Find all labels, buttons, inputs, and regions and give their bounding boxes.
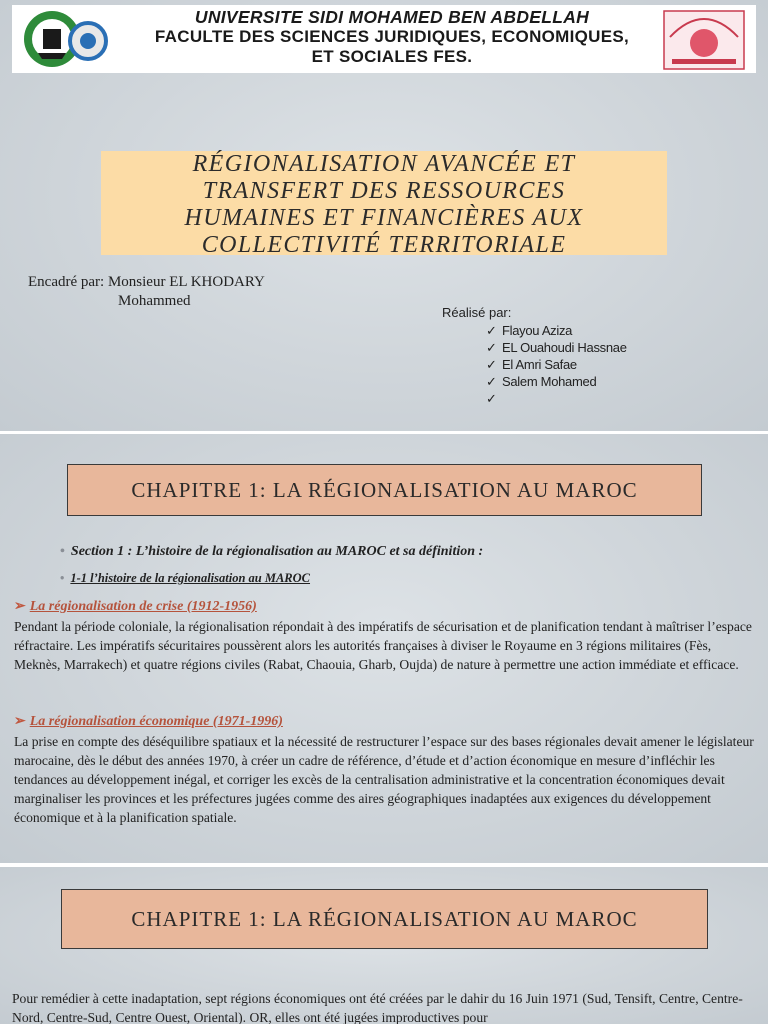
faculty-logo <box>18 7 118 71</box>
header-line-2: FACULTE DES SCIENCES JURIDIQUES, ECONOMIQUES, <box>154 27 630 46</box>
checkmark-icon: ✓ <box>486 357 497 372</box>
heading-economic <box>14 713 283 730</box>
supervisor-block <box>28 273 265 311</box>
title-line-3: HUMAINES ET FINANCIÈRES AUX <box>184 205 584 231</box>
authors-list <box>486 322 627 407</box>
paragraph-economic: La prise en compte des déséquilibre spatiaux et la nécessité de restructurer l’espace sur des bases régionales devait amener le législateur marocaine, dès le début des années 1970, à créer un cadre de référence, d’étude et d’action économique en mesure d’infléchir les tendances au développement inégal, et corriger les excès de la centralisation administrative et la concentration économiques devait marginaliser les provinces et les préfectures jugées comme des aires géographiques inadaptées aux exigences du développement économique et à la planification spatiale. <box>14 734 754 825</box>
checkmark-icon: ✓ <box>486 374 497 389</box>
title-line-4: COLLECTIVITÉ TERRITORIALE <box>201 232 567 258</box>
chapter-slide-continued <box>0 867 768 1024</box>
checkmark-icon: ✓ <box>486 323 497 338</box>
paragraph-regions: Pour remédier à cette inadaptation, sept régions économiques ont été créées par le dahir du 16 Juin 1971 (Sud, Tensift, Centre, Centre-Nord, Centre-Sud, Centre Ouest, Oriental). OR, elles ont été jugées improductives pour <box>12 991 743 1024</box>
section-title: Section 1 : L’histoire de la régionalisation au MAROC et sa définition : <box>70 544 484 559</box>
chapter-title: CHAPITRE 1: LA RÉGIONALISATION AU MAROC <box>61 889 708 949</box>
section-bullet <box>60 544 483 560</box>
paragraph-crisis: Pendant la période coloniale, la régionalisation répondait à des impératifs de sécurisation et de planification tendant à maîtriser l’espace réfractaire. Les impératifs sécuritaires poussèrent alors les autorités françaises à diviser le Royaume en 3 régions militaires (Fès, Meknès, Marrakech) et quatre régions civiles (Rabat, Chaouia, Gharb, Oujda) de nature à permettre une action immédiate et efficace. <box>14 619 752 672</box>
heading-crisis <box>14 598 257 615</box>
title-line-2: TRANSFERT DES RESSOURCES <box>202 178 566 204</box>
chapter-slide <box>0 434 768 863</box>
author-name: Salem Mohamed <box>502 374 597 389</box>
heading-economic-text: La régionalisation économique (1971-1996) <box>29 714 283 729</box>
chapter-title: CHAPITRE 1: LA RÉGIONALISATION AU MAROC <box>67 464 702 516</box>
university-banner <box>12 5 756 73</box>
subsection-title: 1-1 l’histoire de la régionalisation au MAROC <box>70 571 311 585</box>
university-emblem <box>656 7 752 73</box>
authors-label: Réalisé par: <box>442 305 512 320</box>
bullet-dot-icon: • <box>60 571 65 585</box>
author-name: EL Ouahoudi Hassnae <box>502 340 627 355</box>
bullet-dot-icon: • <box>60 544 65 559</box>
supervisor-label: Encadré par: Monsieur EL KHODARY <box>28 274 265 290</box>
title-slide <box>0 0 768 431</box>
title-line-1: RÉGIONALISATION AVANCÉE ET <box>192 151 576 177</box>
checkmark-icon: ✓ <box>486 340 497 355</box>
author-item <box>486 390 627 407</box>
presentation-title <box>101 151 667 259</box>
presentation-title-box <box>101 151 667 258</box>
author-item <box>486 356 627 373</box>
author-item <box>486 339 627 356</box>
author-name: El Amri Safae <box>502 357 577 372</box>
subsection-bullet <box>60 571 310 586</box>
author-item <box>486 322 627 339</box>
arrow-bullet-icon: ➢ <box>14 599 26 614</box>
university-name <box>122 7 662 67</box>
supervisor-name: Mohammed <box>118 293 191 309</box>
header-line-1: UNIVERSITE SIDI MOHAMED BEN ABDELLAH <box>194 7 590 27</box>
heading-crisis-text: La régionalisation de crise (1912-1956) <box>29 599 257 614</box>
arrow-bullet-icon: ➢ <box>14 714 26 729</box>
header-line-3: ET SOCIALES FES. <box>311 47 473 66</box>
checkmark-icon: ✓ <box>486 391 497 406</box>
author-item <box>486 373 627 390</box>
author-name: Flayou Aziza <box>502 323 573 338</box>
